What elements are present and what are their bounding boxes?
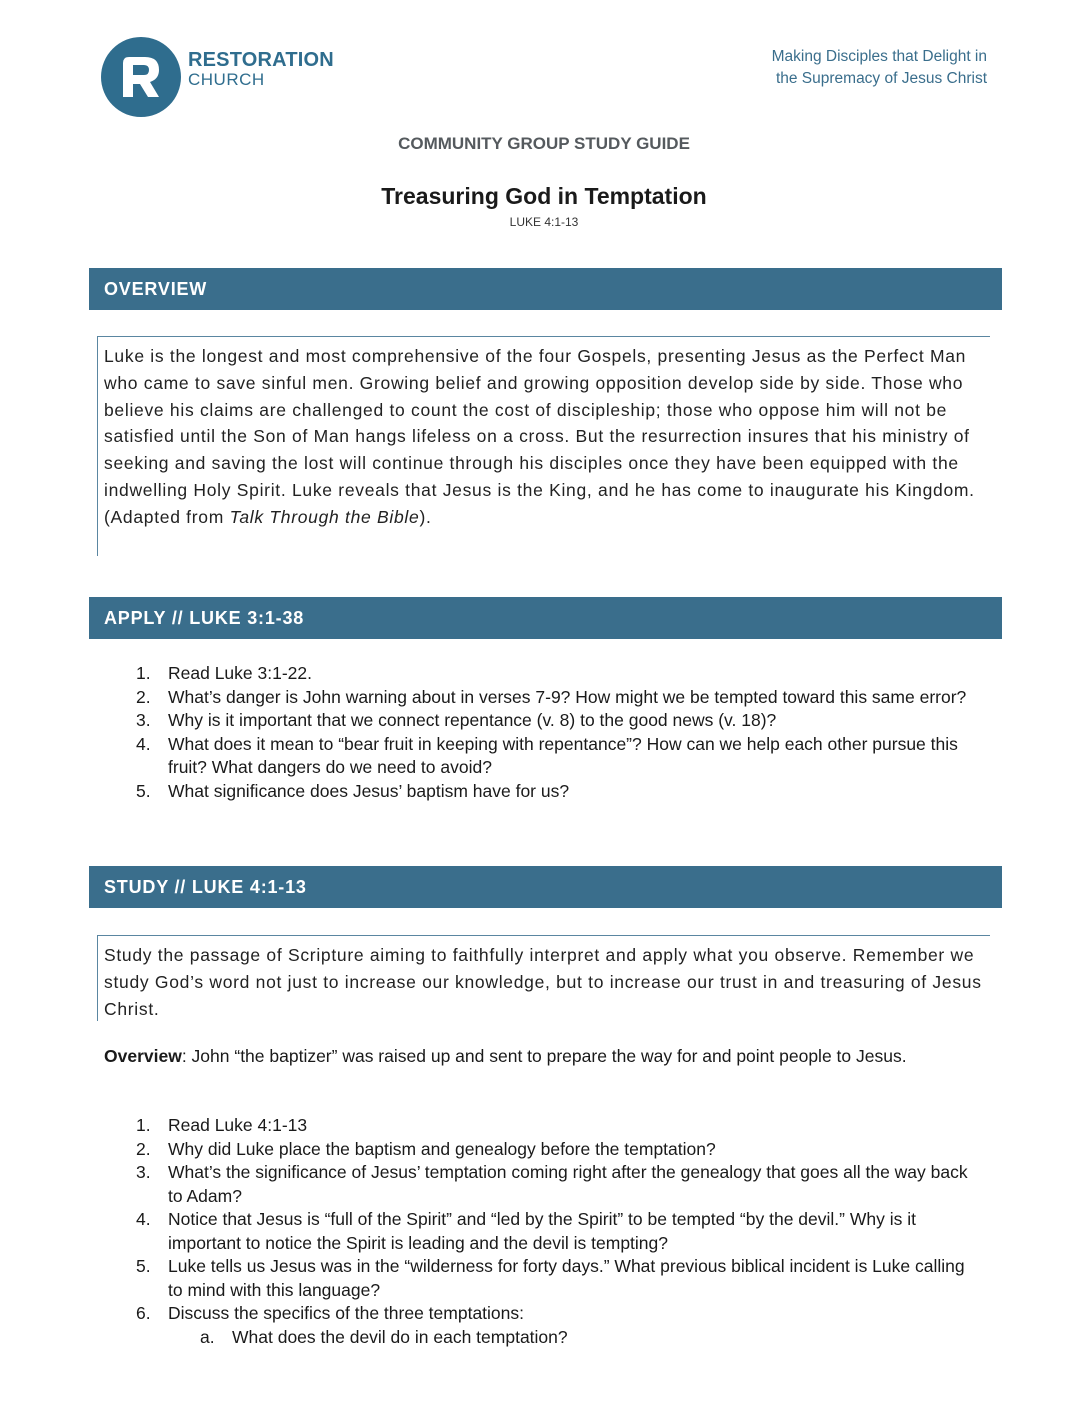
- apply-question-list: [104, 662, 984, 803]
- list-number: 4.: [136, 1209, 151, 1229]
- list-item: [104, 686, 984, 710]
- list-number: 3.: [136, 1162, 151, 1182]
- study-overview: [104, 1045, 984, 1069]
- guide-title: COMMUNITY GROUP STUDY GUIDE: [398, 134, 690, 153]
- study-overview-label: Overview: [104, 1046, 182, 1066]
- list-item: [104, 1208, 984, 1255]
- list-text: Read Luke 3:1-22.: [168, 663, 312, 683]
- list-text: What does it mean to “bear fruit in keeping with repentance”? How can we help each other pursue this fruit? What dangers do we need to avoid?: [168, 733, 958, 777]
- tagline-line2: the Supremacy of Jesus Christ: [775, 70, 987, 87]
- list-number: 1.: [136, 1115, 151, 1135]
- list-text: What’s the significance of Jesus’ temptation coming right after the genealogy that goes all the way back to Adam?: [168, 1162, 968, 1206]
- list-number: 6.: [136, 1303, 151, 1323]
- overview-text: Luke is the longest and most comprehensive of the four Gospels, presenting Jesus as the Perfect Man who came to save sinful men. Growing belief and growing opposition develop side by side. Those who believe his claims are challenged to count the cost of discipleship; those who oppose him will not be satisfied until the Son of Man hangs lifeless on a cross. But the resurrection insures that his ministry of seeking and saving the lost will continue through his disciples once they have been equipped with the indwelling Holy Spirit. Luke reveals that Jesus is the King, and he has come to inaugurate his Kingdom. (Adapted from: [104, 346, 975, 527]
- overview-source-title: Talk Through the Bible: [229, 506, 420, 527]
- restoration-church-logo-icon: [101, 37, 181, 117]
- list-item: [104, 780, 984, 804]
- list-number: 2.: [136, 686, 151, 707]
- list-item: [104, 1255, 984, 1302]
- list-number: 5.: [136, 1256, 151, 1276]
- list-item: [104, 1114, 984, 1138]
- list-item: [104, 1302, 984, 1326]
- apply-heading: APPLY // LUKE 3:1-38: [89, 597, 1002, 639]
- list-item: [104, 1138, 984, 1162]
- list-subitem: [104, 1326, 984, 1350]
- study-question-list: [104, 1114, 984, 1349]
- logo-line1: RESTORATION: [188, 49, 334, 71]
- list-number: 1.: [136, 663, 151, 683]
- list-item: [104, 662, 984, 686]
- list-number: 3.: [136, 710, 151, 730]
- study-intro-box: [97, 935, 990, 1021]
- study-intro-text: Study the passage of Scripture aiming to faithfully interpret and apply what you observe. Remember we study God’s word not just to increase our knowledge, but to increase our trust in and treasuring of Jesus Christ.: [104, 945, 982, 1019]
- list-text: Luke tells us Jesus was in the “wilderness for forty days.” What previous biblical incident is Luke calling to mind with this language?: [168, 1256, 965, 1300]
- page-title: Treasuring God in Temptation: [381, 183, 707, 209]
- list-text: Why did Luke place the baptism and genealogy before the temptation?: [168, 1138, 716, 1159]
- overview-heading: OVERVIEW: [89, 268, 1002, 310]
- list-text: What does the devil do in each temptation?: [232, 1326, 568, 1347]
- list-item: [104, 709, 984, 733]
- study-heading: STUDY // LUKE 4:1-13: [89, 866, 1002, 908]
- list-text: Read Luke 4:1-13: [168, 1115, 308, 1135]
- overview-box: [97, 336, 990, 556]
- logo-wordmark: [188, 50, 334, 88]
- overview-text-end: ).: [419, 506, 432, 527]
- tagline: [772, 46, 987, 90]
- list-number: 4.: [136, 733, 151, 754]
- scripture-reference: LUKE 4:1-13: [509, 215, 579, 229]
- list-number: 2.: [136, 1138, 151, 1159]
- logo-line2: CHURCH: [188, 70, 265, 89]
- study-overview-text: : John “the baptizer” was raised up and sent to prepare the way for and point people to Jesus.: [181, 1046, 907, 1066]
- tagline-line1: Making Disciples that Delight in: [771, 48, 987, 65]
- list-text: Notice that Jesus is “full of the Spirit” and “led by the Spirit” to be tempted “by the devil.” Why is it important to notice the Spirit is leading and the devil is tempting?: [168, 1209, 916, 1253]
- list-item: [104, 733, 984, 780]
- list-letter: a.: [200, 1326, 215, 1347]
- list-text: What significance does Jesus’ baptism have for us?: [168, 780, 570, 801]
- list-text: Why is it important that we connect repentance (v. 8) to the good news (v. 18)?: [168, 710, 777, 730]
- list-text: Discuss the specifics of the three temptations:: [168, 1303, 524, 1323]
- list-text: What’s danger is John warning about in verses 7-9? How might we be tempted toward this same error?: [168, 686, 967, 707]
- list-item: [104, 1161, 984, 1208]
- list-number: 5.: [136, 780, 151, 801]
